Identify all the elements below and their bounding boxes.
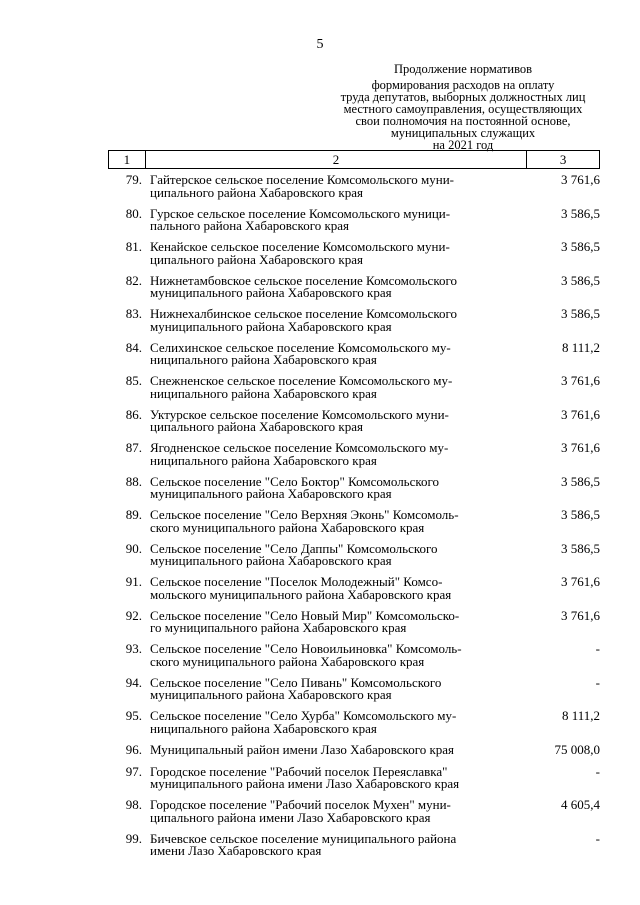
row-number: 82. — [125, 272, 142, 288]
row-value: 3 586,5 — [561, 239, 600, 254]
row-name — [150, 643, 520, 668]
row-value: 3 586,5 — [561, 473, 600, 489]
row-name-line: муниципального района имени Лазо Хабаровского края — [150, 776, 460, 791]
table-row — [108, 339, 600, 376]
row-name — [150, 174, 520, 199]
row-name-line: муниципального района Хабаровского края — [150, 687, 392, 702]
column-header-2: 2 — [145, 151, 526, 169]
row-name — [150, 607, 520, 635]
row-name — [150, 272, 520, 300]
row-value: 3 586,5 — [561, 306, 600, 321]
row-number: 88. — [125, 473, 142, 489]
row-name — [150, 442, 520, 467]
row-number: 87. — [125, 440, 142, 455]
row-value: 3 761,6 — [561, 607, 600, 623]
row-name-line: ниципального района Хабаровского края — [150, 452, 377, 468]
row-number: 94. — [125, 674, 142, 690]
row-name-line: Уктурское сельское поселение Комсомольского муни- — [150, 406, 449, 422]
row-name-line: ниципального района Хабаровского края — [150, 385, 377, 401]
row-name-line: муниципального района Хабаровского края — [150, 285, 392, 300]
row-name — [150, 741, 520, 757]
row-value: 3 586,5 — [561, 540, 600, 556]
row-name — [150, 308, 520, 333]
title-line: на 2021 год — [432, 138, 494, 152]
row-value: 3 761,6 — [561, 406, 600, 422]
row-name — [150, 830, 520, 858]
row-number: 98. — [125, 797, 142, 812]
row-name-line: Сельское поселение "Село Новый Мир" Комсомольско- — [150, 607, 460, 623]
row-value: 8 111,2 — [561, 339, 600, 355]
row-name-line: Снежненское сельское поселение Комсомольского му- — [150, 373, 453, 388]
row-value: 3 586,5 — [561, 205, 600, 221]
row-number: 83. — [125, 306, 142, 321]
table-row — [108, 799, 600, 833]
row-value: - — [595, 830, 600, 846]
title-line: формирования расходов на оплату — [371, 78, 555, 92]
row-name-line: Городское поселение "Рабочий поселок Переяславка" — [150, 763, 448, 779]
table-row — [108, 674, 600, 711]
row-name — [150, 509, 520, 534]
row-name-line: Городское поселение "Рабочий поселок Мухен" муни- — [150, 797, 451, 812]
row-name-line: Кенайское сельское поселение Комсомольского муни- — [150, 239, 450, 254]
table-row — [108, 643, 600, 677]
column-header-table — [108, 150, 600, 169]
table-row — [108, 741, 600, 766]
title-line: свои полномочия на постоянной основе, — [355, 114, 571, 128]
row-value: 4 605,4 — [561, 797, 600, 812]
row-number: 91. — [125, 574, 142, 589]
row-name-line: Гайтерское сельское поселение Комсомольского муни- — [150, 172, 455, 187]
table-row — [108, 205, 600, 242]
row-name-line: Сельское поселение "Село Пивань" Комсомольского — [150, 674, 442, 690]
row-name-line: Сельское поселение "Село Новоильиновка" Комсомоль- — [150, 641, 462, 656]
column-header-3: 3 — [527, 151, 600, 169]
page-number: 5 — [316, 37, 324, 52]
row-value: 3 586,5 — [561, 272, 600, 288]
row-name — [150, 205, 520, 233]
row-number: 96. — [125, 741, 142, 757]
table-row — [108, 375, 600, 409]
table-row — [108, 607, 600, 644]
table-row — [108, 540, 600, 577]
table-row — [108, 576, 600, 610]
row-number: 81. — [125, 239, 142, 254]
row-name-line: Гурское сельское поселение Комсомольского муници- — [150, 205, 451, 221]
row-number: 86. — [125, 406, 142, 422]
title-line: местного самоуправления, осуществляющих — [343, 102, 583, 116]
table-row — [108, 442, 600, 476]
row-name-line: ципального района Хабаровского края — [150, 184, 363, 200]
row-name-line: Ягодненское сельское поселение Комсомольского му- — [150, 440, 449, 455]
table-row — [108, 473, 600, 510]
row-name — [150, 674, 520, 702]
table-row — [108, 272, 600, 309]
row-name-line: Муниципальный район имени Лазо Хабаровского края — [150, 741, 455, 757]
row-number: 84. — [125, 339, 142, 355]
row-name-line: Сельское поселение "Поселок Молодежный" Комсо- — [150, 574, 443, 589]
row-value: 3 761,6 — [561, 574, 600, 589]
row-value: 3 586,5 — [561, 507, 600, 522]
row-value: 75 008,0 — [554, 741, 600, 757]
title-line: Продолжение нормативов — [393, 62, 533, 76]
row-name — [150, 540, 520, 568]
row-name-line: ципального района Хабаровского края — [150, 251, 363, 267]
row-number: 90. — [125, 540, 142, 556]
row-name-line: Сельское поселение "Село Боктор" Комсомольского — [150, 473, 440, 489]
row-name — [150, 406, 520, 434]
row-number: 97. — [125, 763, 142, 779]
table-row — [108, 830, 600, 867]
row-name-line: Сельское поселение "Село Хурба" Комсомольского му- — [150, 708, 457, 723]
row-value: 3 761,6 — [561, 172, 600, 187]
table-body — [108, 174, 600, 866]
row-name-line: ского муниципального района Хабаровского края — [150, 653, 425, 669]
row-number: 99. — [125, 830, 142, 846]
row-name-line: Сельское поселение "Село Верхняя Эконь" Комсомоль- — [150, 507, 459, 522]
table-row — [108, 763, 600, 800]
row-number: 85. — [125, 373, 142, 388]
title-line: муниципальных служащих — [390, 126, 536, 140]
row-name-line: ского муниципального района Хабаровского края — [150, 519, 425, 535]
row-value: 3 761,6 — [561, 440, 600, 455]
row-name — [150, 339, 520, 367]
row-name-line: пального района Хабаровского края — [150, 218, 350, 233]
column-header-1: 1 — [109, 151, 146, 169]
table-row — [108, 406, 600, 443]
row-name-line: ниципального района Хабаровского края — [150, 352, 377, 367]
row-name-line: Селихинское сельское поселение Комсомольского му- — [150, 339, 451, 355]
row-name-line: ципального района Хабаровского края — [150, 419, 363, 434]
row-value: 3 761,6 — [561, 373, 600, 388]
row-name-line: муниципального района Хабаровского края — [150, 318, 392, 334]
row-name — [150, 763, 520, 791]
row-name-line: ципального района имени Лазо Хабаровского края — [150, 809, 431, 825]
row-number: 79. — [125, 172, 142, 187]
row-name-line: мольского муниципального района Хабаровского края — [150, 586, 452, 602]
row-name-line: Сельское поселение "Село Даппы" Комсомольского — [150, 540, 438, 556]
table-row — [108, 241, 600, 275]
row-value: - — [595, 641, 600, 656]
row-name — [150, 710, 520, 735]
row-name-line: Бичевское сельское поселение муниципального района — [150, 830, 457, 846]
row-number: 89. — [125, 507, 142, 522]
row-name-line: муниципального района Хабаровского края — [150, 486, 392, 501]
row-name-line: Нижнехалбинское сельское поселение Комсомольского — [150, 306, 458, 321]
row-number: 80. — [125, 205, 142, 221]
row-number: 93. — [125, 641, 142, 656]
row-number: 95. — [125, 708, 142, 723]
row-name — [150, 576, 520, 601]
row-name — [150, 241, 520, 266]
title-line: труда депутатов, выборных должностных лиц — [340, 90, 586, 104]
row-name — [150, 473, 520, 501]
table-row — [108, 308, 600, 342]
row-number: 92. — [125, 607, 142, 623]
row-name — [150, 375, 520, 400]
row-value: - — [595, 674, 600, 690]
row-name-line: муниципального района Хабаровского края — [150, 553, 392, 568]
table-row — [108, 509, 600, 543]
row-name-line: го муниципального района Хабаровского края — [150, 620, 407, 635]
row-value: - — [595, 763, 600, 779]
row-name-line: ниципального района Хабаровского края — [150, 720, 377, 736]
table-row — [108, 710, 600, 744]
row-value: 8 111,2 — [561, 708, 600, 723]
row-name-line: Нижнетамбовское сельское поселение Комсомольского — [150, 272, 457, 288]
row-name — [150, 799, 520, 824]
table-title — [318, 63, 608, 151]
table-row — [108, 174, 600, 208]
row-name-line: имени Лазо Хабаровского края — [150, 843, 322, 858]
